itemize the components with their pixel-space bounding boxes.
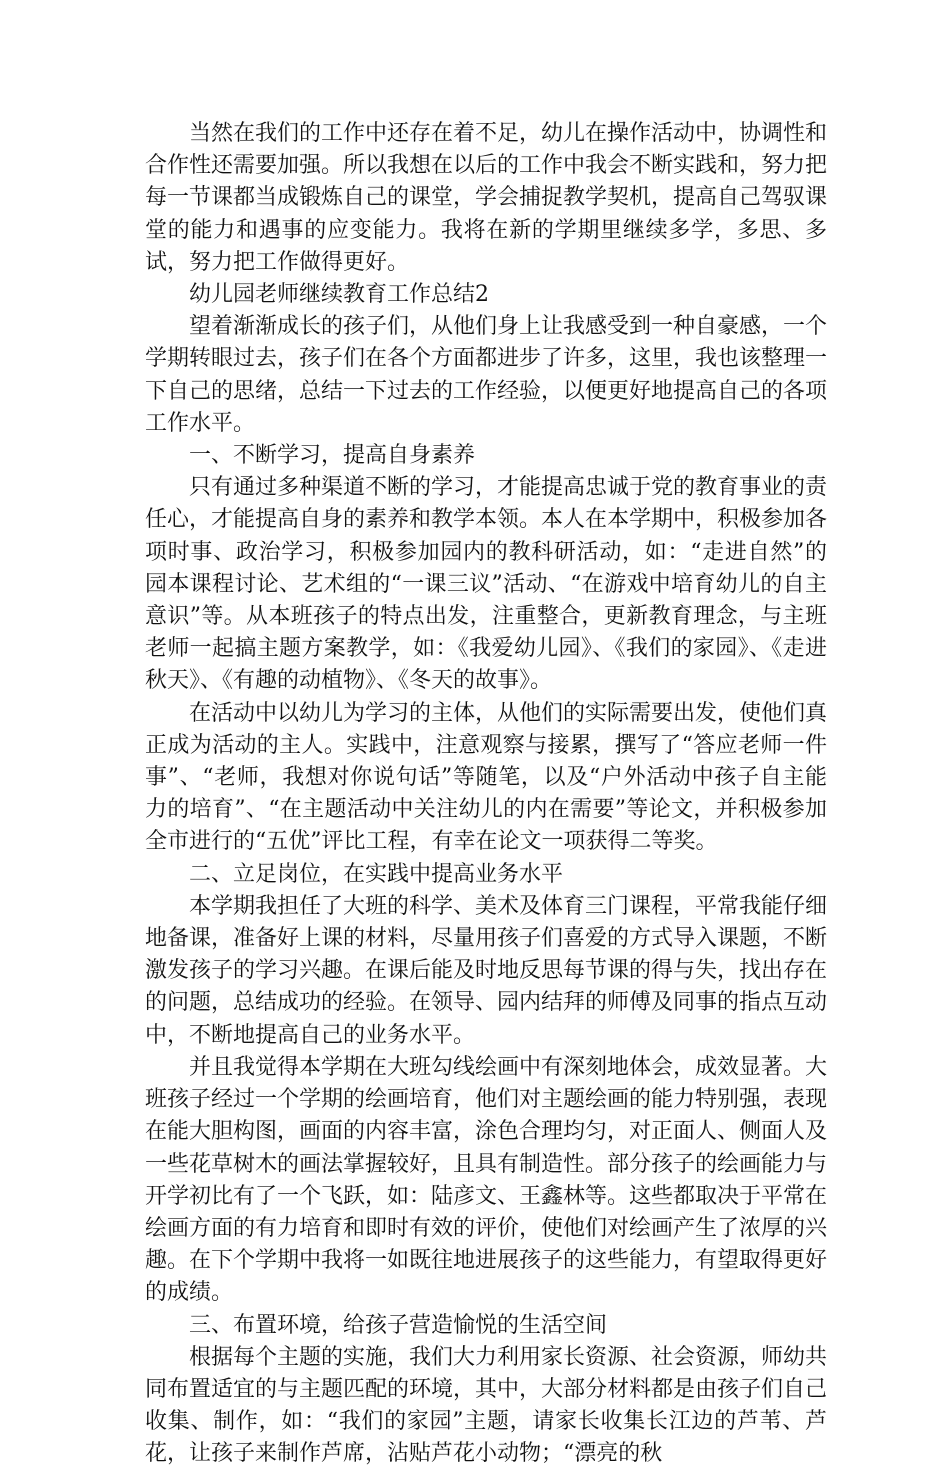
paragraph-intro: 望着渐渐成长的孩子们，从他们身上让我感受到一种自豪感，一个学期转眼过去，孩子们在各个方面都进步了许多，这里，我也该整理一下自己的思绪，总结一下过去的工作经验，以便更好地提高自己的各项工作水平。: [145, 314, 828, 436]
section-title-summary-2: 幼儿园老师继续教育工作总结2: [189, 282, 489, 308]
heading-practice-improvement: 二、立足岗位，在实践中提高业务水平: [189, 861, 564, 887]
paragraph-drawing: 并且我觉得本学期在大班勾线绘画中有深刻地体会，成效显著。大班孩子经过一个学期的绘画培育，他们对主题绘画的能力特别强，表现在能大胆构图，画面的内容丰富，涂色合理均匀，对正面人、侧面人及一些花草树木的画法掌握较好，且具有制造性。部分孩子的绘画能力与开学初比有了一个飞跃，如：陆彦文、王鑫林等。这些都取决于平常在绘画方面的有力培育和即时有效的评价，使他们对绘画产生了浓厚的兴趣。在下个学期中我将一如既往地进展孩子的这些能力，有望取得更好的成绩。: [145, 1054, 828, 1306]
heading-continuous-learning: 一、不断学习，提高自身素养: [189, 443, 476, 469]
heading-environment: 三、布置环境，给孩子营造愉悦的生活空间: [189, 1312, 608, 1338]
paragraph-child-centered: 在活动中以幼儿为学习的主体，从他们的实际需要出发，使他们真正成为活动的主人。实践中，注意观察与接累，撰写了“答应老师一件事”、“老师，我想对你说句话”等随笔，以及“户外活动中孩子自主能力的培育”、“在主题活动中关注幼儿的内在需要”等论文，并积极参加全市进行的“五优”评比工程，有幸在论文一项获得二等奖。: [145, 700, 828, 855]
paragraph-theme-environment: 根据每个主题的实施，我们大力利用家长资源、社会资源，师幼共同布置适宜的与主题匹配的环境，其中，大部分材料都是由孩子们自己收集、制作，如：“我们的家园”主题，请家长收集长江边的芦苇、芦花，让孩子来制作芦席，沾贴芦花小动物；“漂亮的秋: [145, 1344, 828, 1467]
document-page: [145, 118, 827, 1471]
paragraph-courses: 本学期我担任了大班的科学、美术及体育三门课程，平常我能仔细地备课，准备好上课的材料，尽量用孩子们喜爱的方式导入课题，不断激发孩子的学习兴趣。在课后能及时地反思每节课的得与失，找出存在的问题，总结成功的经验。在领导、园内结拜的师傅及同事的指点互动中，不断地提高自己的业务水平。: [145, 893, 828, 1048]
paragraph-work-shortcomings: 当然在我们的工作中还存在着不足，幼儿在操作活动中，协调性和合作性还需要加强。所以我想在以后的工作中我会不断实践和，努力把每一节课都当成锻炼自己的课堂，学会捕捉教学契机，提高自己驾驭课堂的能力和遇事的应变能力。我将在新的学期里继续多学，多思、多试，努力把工作做得更好。: [145, 121, 828, 275]
paragraph-learning-channels: 只有通过多种渠道不断的学习，才能提高忠诚于党的教育事业的责任心，才能提高自身的素养和教学本领。本人在本学期中，积极参加各项时事、政治学习，积极参加园内的教科研活动，如：“走进自然”的园本课程讨论、艺术组的“一课三议”活动、“在游戏中培育幼儿的自主意识”等。从本班孩子的特点出发，注重整合，更新教育理念，与主班老师一起搞主题方案教学，如：《我爱幼儿园》、《我们的家园》、《走进秋天》、《有趣的动植物》、《冬天的故事》。: [145, 475, 828, 694]
